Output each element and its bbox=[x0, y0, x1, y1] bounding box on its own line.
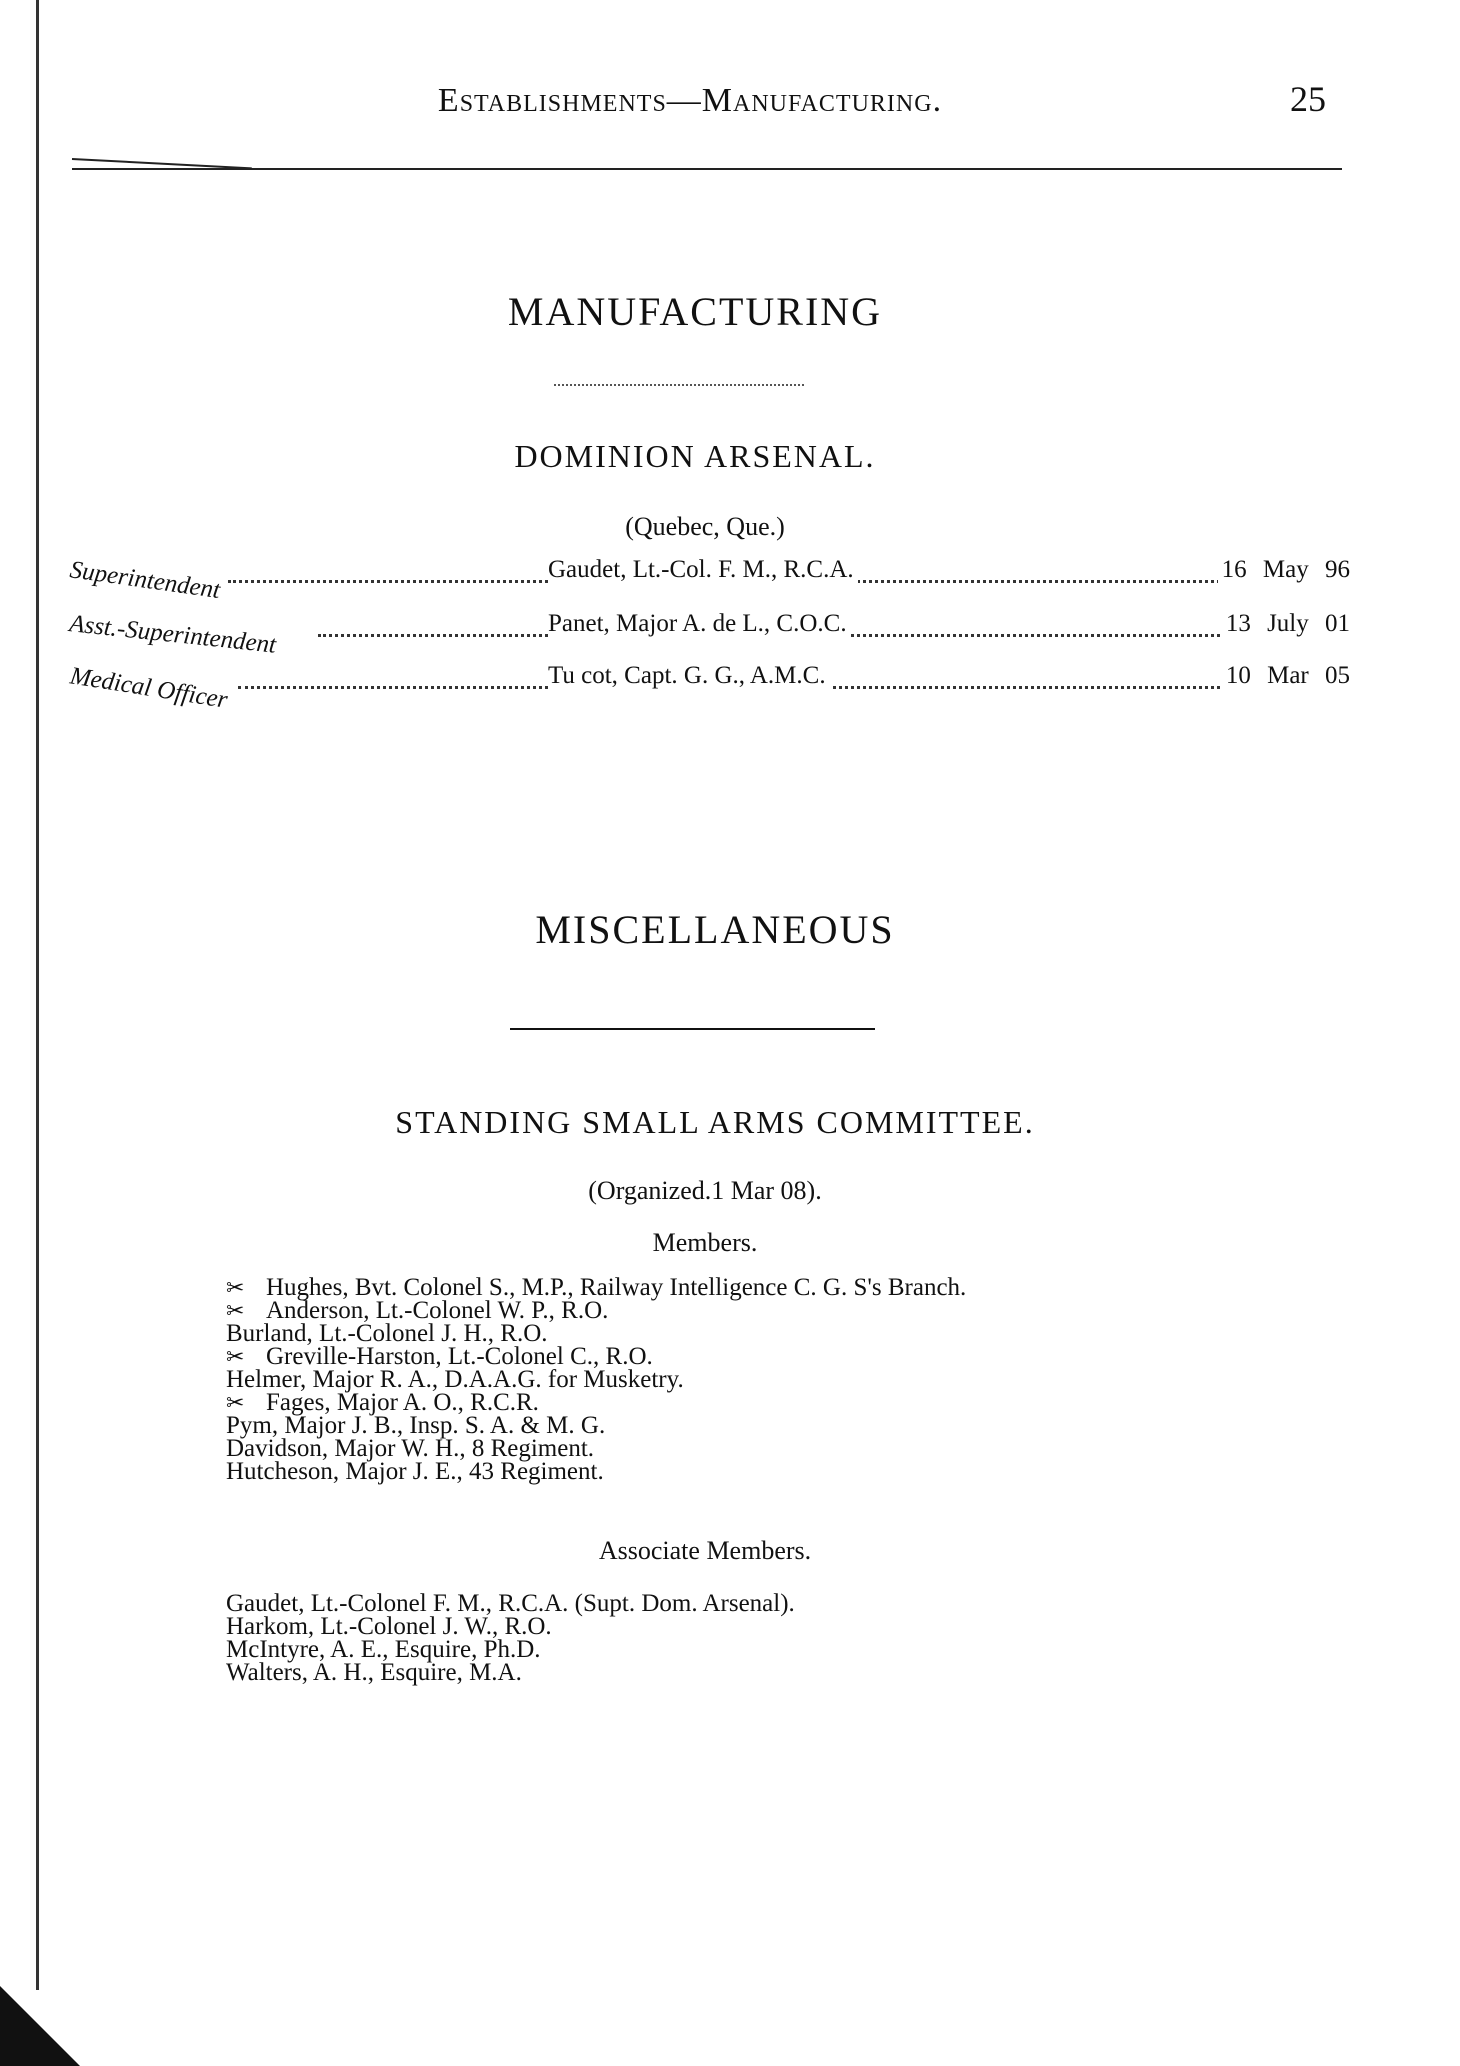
list-item bbox=[226, 1276, 1226, 1299]
officer-name: Tu cot, Capt. G. G., A.M.C. bbox=[548, 662, 830, 690]
manufacturing-rule bbox=[554, 384, 804, 386]
officer-date: 16 May 96 bbox=[1218, 556, 1350, 584]
list-item bbox=[226, 1345, 1226, 1368]
page-corner-shadow bbox=[0, 1986, 80, 2066]
miscellaneous-rule bbox=[510, 1028, 875, 1030]
list-item bbox=[226, 1322, 1226, 1345]
miscellaneous-title: MISCELLANEOUS bbox=[535, 907, 895, 952]
officer-name: Gaudet, Lt.-Col. F. M., R.C.A. bbox=[548, 556, 858, 584]
list-item bbox=[226, 1460, 1226, 1483]
members-heading: Members. bbox=[652, 1228, 758, 1257]
member-name: Davidson, Major W. H., 8 Regiment. bbox=[226, 1435, 595, 1462]
running-head: Establishments—Manufacturing. bbox=[437, 82, 943, 119]
member-name: Hughes, Bvt. Colonel S., M.P., Railway Intelligence C. G. S's Branch. bbox=[266, 1274, 967, 1301]
list-item bbox=[226, 1437, 1226, 1460]
scissors-icon: ✂ bbox=[226, 1298, 243, 1323]
manufacturing-title: MANUFACTURING bbox=[507, 289, 883, 334]
member-name: Burland, Lt.-Colonel J. H., R.O. bbox=[226, 1320, 548, 1347]
officer-row bbox=[68, 556, 1350, 605]
arsenal-location: (Quebec, Que.) bbox=[625, 512, 785, 541]
list-item: McIntyre, A. E., Esquire, Ph.D. bbox=[226, 1636, 541, 1663]
member-name: Pym, Major J. B., Insp. S. A. & M. G. bbox=[226, 1412, 606, 1439]
scissors-icon: ✂ bbox=[226, 1390, 243, 1415]
member-name: Anderson, Lt.-Colonel W. P., R.O. bbox=[266, 1297, 609, 1324]
scissors-icon: ✂ bbox=[226, 1344, 243, 1369]
associates-heading: Associate Members. bbox=[598, 1536, 812, 1565]
page-number: 25 bbox=[1290, 79, 1326, 119]
list-item bbox=[226, 1414, 1226, 1437]
list-item: Gaudet, Lt.-Colonel F. M., R.C.A. (Supt. Dom. Arsenal). bbox=[226, 1590, 795, 1617]
committee-organized: (Organized.1 Mar 08). bbox=[588, 1176, 822, 1205]
header-rule bbox=[72, 168, 1342, 170]
officer-date: 10 Mar 05 bbox=[1222, 662, 1350, 690]
member-name: Hutcheson, Major J. E., 43 Regiment. bbox=[226, 1458, 604, 1485]
member-name: Greville-Harston, Lt.-Colonel C., R.O. bbox=[266, 1343, 653, 1370]
officer-row bbox=[68, 662, 1350, 714]
officer-role: Asst.-Superintendent bbox=[68, 610, 278, 659]
committee-title: STANDING SMALL ARMS COMMITTEE. bbox=[395, 1104, 1035, 1140]
member-name: Fages, Major A. O., R.C.R. bbox=[266, 1389, 539, 1416]
list-item: Harkom, Lt.-Colonel J. W., R.O. bbox=[226, 1613, 552, 1640]
officer-date: 13 July 01 bbox=[1222, 610, 1350, 638]
list-item: Walters, A. H., Esquire, M.A. bbox=[226, 1659, 522, 1686]
officer-row bbox=[68, 610, 1350, 659]
associates-list bbox=[226, 1592, 1226, 1684]
arsenal-title: DOMINION ARSENAL. bbox=[514, 438, 876, 474]
officer-name: Panet, Major A. de L., C.O.C. bbox=[548, 610, 851, 638]
list-item bbox=[226, 1368, 1226, 1391]
officer-role: Superintendent bbox=[68, 556, 222, 605]
officer-role: Medical Officer bbox=[68, 662, 230, 714]
member-name: Helmer, Major R. A., D.A.A.G. for Musketry. bbox=[226, 1366, 684, 1393]
scissors-icon: ✂ bbox=[226, 1275, 243, 1300]
list-item bbox=[226, 1391, 1226, 1414]
members-list bbox=[226, 1276, 1226, 1483]
list-item bbox=[226, 1299, 1226, 1322]
